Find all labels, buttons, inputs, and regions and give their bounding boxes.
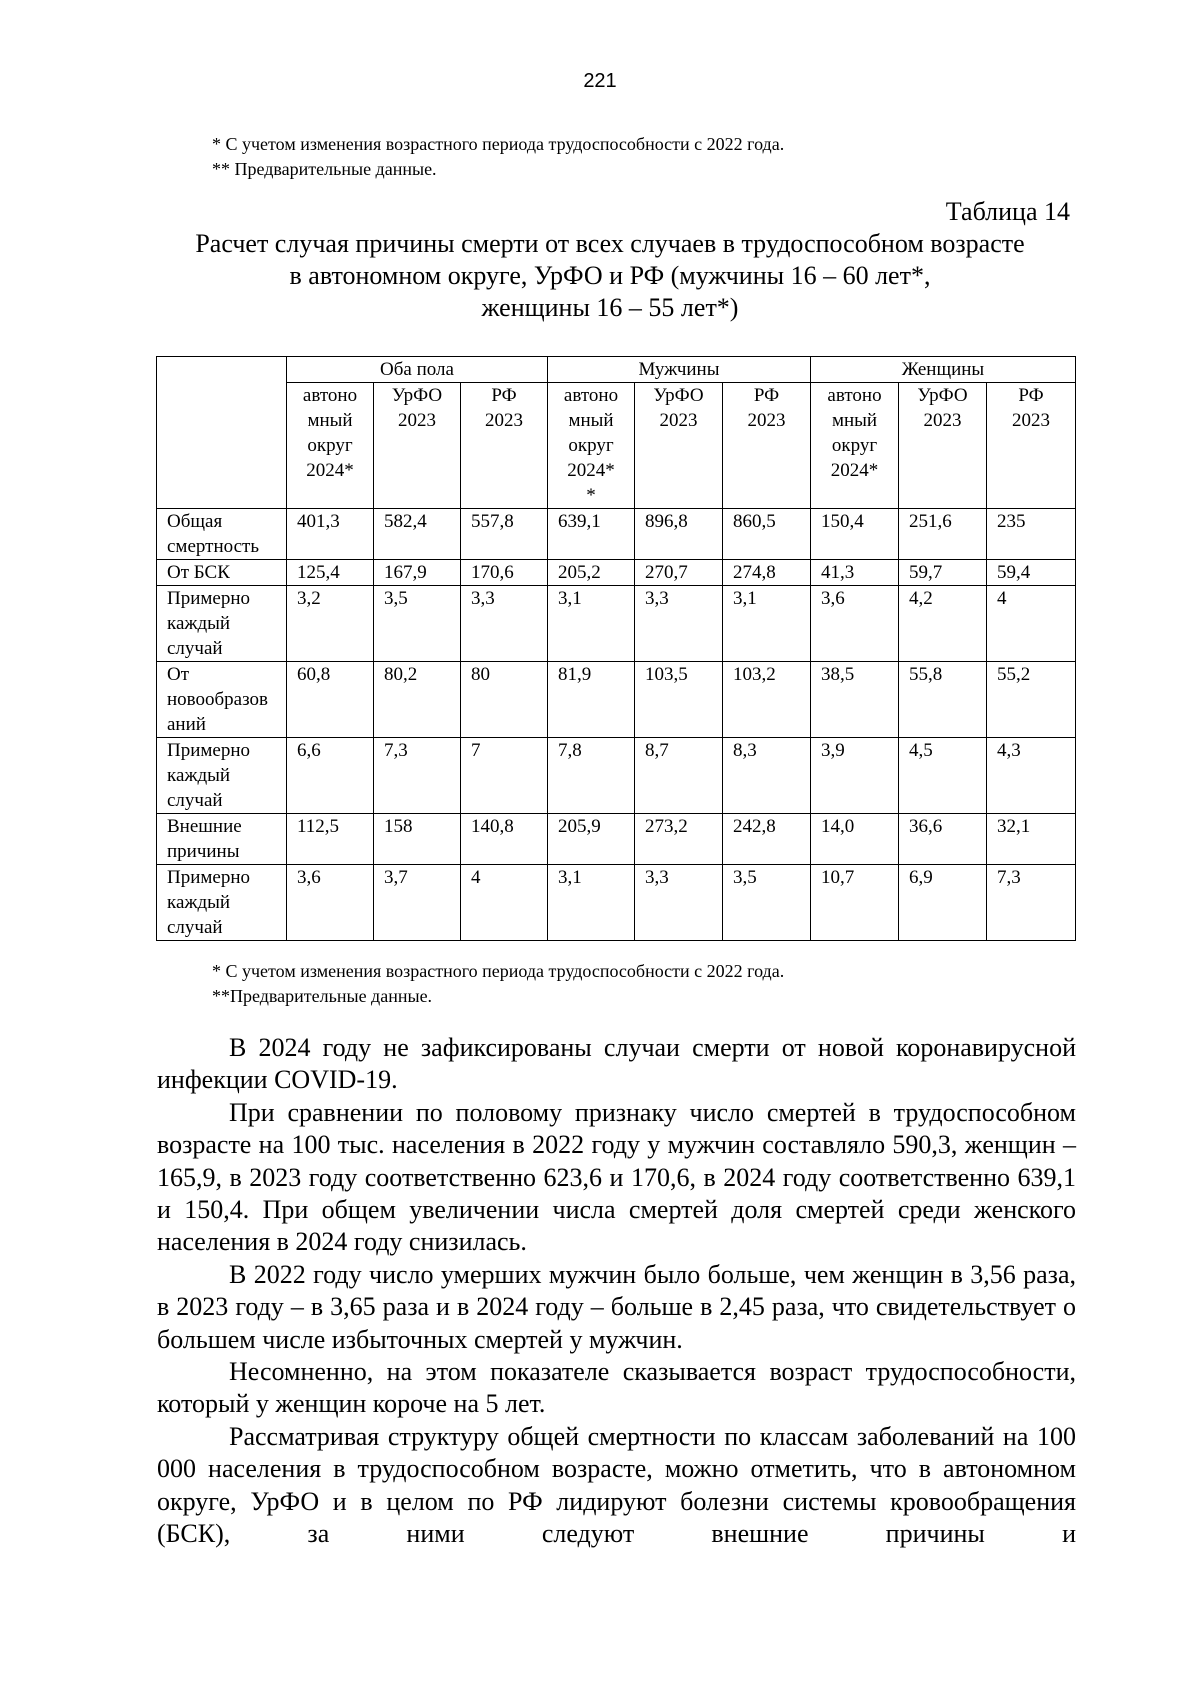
column-header-line: мный xyxy=(307,410,353,431)
table-cell: 32,1 xyxy=(987,814,1076,865)
table-cell: 557,8 xyxy=(461,509,548,560)
row-label-line: аний xyxy=(167,714,206,735)
bottom-footnote-1: * С учетом изменения возрастного периода трудоспособности с 2022 года. xyxy=(212,961,785,981)
column-header-line: округ xyxy=(307,435,353,456)
table-cell: 251,6 xyxy=(899,509,987,560)
table-cell: 7,3 xyxy=(987,865,1076,941)
column-header-line: УрФО xyxy=(391,385,443,406)
column-header-line: 2023 xyxy=(398,410,436,431)
page-number: 221 xyxy=(583,70,617,92)
table-cell: 36,6 xyxy=(899,814,987,865)
table-cell: 3,7 xyxy=(374,865,461,941)
table-cell: 4 xyxy=(987,586,1076,662)
row-label-line: смертность xyxy=(167,536,259,557)
table-cell: 150,4 xyxy=(811,509,899,560)
table-cell: 8,7 xyxy=(635,738,723,814)
row-label-line: Примерно xyxy=(167,740,251,761)
table-row xyxy=(157,560,1076,586)
table-cell: 80 xyxy=(461,662,548,738)
row-label xyxy=(157,738,287,814)
table-cell: 3,1 xyxy=(548,865,635,941)
row-label-line: новообразов xyxy=(167,689,268,710)
column-header-line: 2024* xyxy=(567,460,615,481)
table-title-line: женщины 16 – 55 лет*) xyxy=(481,293,739,322)
table-row xyxy=(157,738,1076,814)
mortality-table xyxy=(156,356,1076,941)
table-cell: 41,3 xyxy=(811,560,899,586)
column-header xyxy=(461,383,548,509)
row-header-corner xyxy=(157,357,287,509)
column-header-line: 2023 xyxy=(1012,410,1050,431)
column-header-line: 2024* xyxy=(306,460,354,481)
table-cell: 401,3 xyxy=(287,509,374,560)
column-header-line: * xyxy=(586,485,596,506)
table-cell: 4,5 xyxy=(899,738,987,814)
table-cell: 167,9 xyxy=(374,560,461,586)
table-cell: 242,8 xyxy=(723,814,811,865)
row-label-line: Общая xyxy=(167,511,223,532)
row-label-line: случай xyxy=(167,790,223,811)
table-cell: 205,2 xyxy=(548,560,635,586)
column-header-line: 2023 xyxy=(659,410,698,431)
table-cell: 112,5 xyxy=(287,814,374,865)
group-header-women: Женщины xyxy=(811,357,1076,383)
top-footnote-1: * С учетом изменения возрастного периода трудоспособности с 2022 года. xyxy=(212,134,785,154)
row-label xyxy=(157,509,287,560)
row-label xyxy=(157,560,287,586)
column-header xyxy=(635,383,723,509)
table-cell: 3,3 xyxy=(635,865,723,941)
table-cell: 4,2 xyxy=(899,586,987,662)
table-cell: 7 xyxy=(461,738,548,814)
row-label-line: От xyxy=(167,664,190,685)
table-cell: 3,6 xyxy=(287,865,374,941)
row-label xyxy=(157,865,287,941)
column-header-line: округ xyxy=(568,435,614,456)
column-header-line: УрФО xyxy=(917,385,968,406)
table-cell: 6,6 xyxy=(287,738,374,814)
row-label-line: причины xyxy=(167,841,240,862)
table-cell: 125,4 xyxy=(287,560,374,586)
row-label xyxy=(157,814,287,865)
table-row xyxy=(157,509,1076,560)
table-title xyxy=(150,228,1070,324)
table-cell: 10,7 xyxy=(811,865,899,941)
row-label-line: От БСК xyxy=(167,562,230,583)
table-cell: 170,6 xyxy=(461,560,548,586)
table-cell: 274,8 xyxy=(723,560,811,586)
table-cell: 4 xyxy=(461,865,548,941)
table-cell: 103,5 xyxy=(635,662,723,738)
column-header xyxy=(287,383,374,509)
table-cell: 3,5 xyxy=(374,586,461,662)
column-header-line: автоно xyxy=(302,385,358,406)
column-header-line: автоно xyxy=(827,385,882,406)
row-label-line: Внешние xyxy=(167,816,242,837)
table-title-line: Расчет случая причины смерти от всех случаев в трудоспособном возрасте xyxy=(195,229,1025,258)
column-header-line: округ xyxy=(831,435,878,456)
column-header-line: РФ xyxy=(491,385,517,406)
row-label-line: случай xyxy=(167,917,223,938)
table-cell: 3,9 xyxy=(811,738,899,814)
paragraph: В 2022 году число умерших мужчин было больше, чем женщин в 3,56 раза, в 2023 году – в 3,65 раза и в 2024 году – больше в 2,45 раза, что свидетельствует о большем числе избыточных смертей у мужчин. xyxy=(157,1259,1076,1354)
table-cell: 582,4 xyxy=(374,509,461,560)
column-header xyxy=(723,383,811,509)
column-header-line: 2024* xyxy=(830,460,879,481)
table-cell: 273,2 xyxy=(635,814,723,865)
column-header-line: мный xyxy=(831,410,878,431)
table-cell: 7,3 xyxy=(374,738,461,814)
row-label-line: каждый xyxy=(167,892,231,913)
table-cell: 205,9 xyxy=(548,814,635,865)
table-cell: 896,8 xyxy=(635,509,723,560)
table-cell: 3,1 xyxy=(548,586,635,662)
table-title-line: в автономном округе, УрФО и РФ (мужчины 16 – 60 лет*, xyxy=(289,261,931,290)
table-cell: 14,0 xyxy=(811,814,899,865)
table-cell: 6,9 xyxy=(899,865,987,941)
table-cell: 3,1 xyxy=(723,586,811,662)
column-header xyxy=(987,383,1076,509)
column-header xyxy=(374,383,461,509)
table-cell: 4,3 xyxy=(987,738,1076,814)
column-header-line: 2023 xyxy=(747,410,786,431)
group-header-both-sexes: Оба пола xyxy=(287,357,548,383)
table-cell: 103,2 xyxy=(723,662,811,738)
row-label-line: каждый xyxy=(167,765,231,786)
table-cell: 55,8 xyxy=(899,662,987,738)
column-header xyxy=(899,383,987,509)
row-label xyxy=(157,586,287,662)
column-header xyxy=(811,383,899,509)
row-label-line: случай xyxy=(167,638,223,659)
column-header-line: 2023 xyxy=(485,410,523,431)
table-cell: 60,8 xyxy=(287,662,374,738)
table-cell: 80,2 xyxy=(374,662,461,738)
table-cell: 140,8 xyxy=(461,814,548,865)
table-cell: 59,4 xyxy=(987,560,1076,586)
table-cell: 81,9 xyxy=(548,662,635,738)
column-header-line: УрФО xyxy=(653,385,704,406)
body-text xyxy=(157,1032,1076,1551)
bottom-footnote-2: **Предварительные данные. xyxy=(212,986,433,1006)
group-header-men: Мужчины xyxy=(548,357,811,383)
table-cell: 3,2 xyxy=(287,586,374,662)
column-header-line: автоно xyxy=(563,385,619,406)
paragraph: Рассматривая структуру общей смертности по классам заболеваний на 100 000 населения в трудоспособном возрасте, можно отметить, что в автономном округе, УрФО и в целом по РФ лидируют болезни системы кровообращения (БСК), за ними следуют внешние причины и xyxy=(157,1421,1076,1549)
row-label-line: каждый xyxy=(167,613,231,634)
table-cell: 3,3 xyxy=(635,586,723,662)
paragraph: В 2024 году не зафиксированы случаи смерти от новой коронавирусной инфекции COVID-19. xyxy=(157,1033,1076,1095)
table-row xyxy=(157,586,1076,662)
table-row xyxy=(157,662,1076,738)
table-cell: 3,6 xyxy=(811,586,899,662)
table-row xyxy=(157,865,1076,941)
column-header-line: РФ xyxy=(753,385,780,406)
column-header xyxy=(548,383,635,509)
table-label: Таблица 14 xyxy=(945,197,1070,226)
paragraph: При сравнении по половому признаку число смертей в трудоспособном возрасте на 100 тыс. населения в 2022 году у мужчин составляло 590,3, женщин – 165,9, в 2023 году соответственно 623,6 и 170,6, в 2024 году соответственно 639,1 и 150,4. При общем увеличении числа смертей доля смертей среди женского населения в 2024 году снизилась. xyxy=(157,1097,1076,1257)
table-cell: 55,2 xyxy=(987,662,1076,738)
table-cell: 59,7 xyxy=(899,560,987,586)
table-cell: 3,5 xyxy=(723,865,811,941)
top-footnote-2: ** Предварительные данные. xyxy=(212,159,437,179)
column-header-line: 2023 xyxy=(923,410,962,431)
table-cell: 3,3 xyxy=(461,586,548,662)
table-cell: 7,8 xyxy=(548,738,635,814)
table-cell: 270,7 xyxy=(635,560,723,586)
row-label-line: Примерно xyxy=(167,588,251,609)
table-cell: 860,5 xyxy=(723,509,811,560)
table-cell: 38,5 xyxy=(811,662,899,738)
table-row xyxy=(157,814,1076,865)
table-cell: 158 xyxy=(374,814,461,865)
column-header-line: мный xyxy=(568,410,614,431)
column-header-line: РФ xyxy=(1018,385,1044,406)
table-cell: 8,3 xyxy=(723,738,811,814)
row-label-line: Примерно xyxy=(167,867,251,888)
paragraph: Несомненно, на этом показателе сказывается возраст трудоспособности, который у женщин короче на 5 лет. xyxy=(157,1357,1076,1419)
table-cell: 235 xyxy=(987,509,1076,560)
table-cell: 639,1 xyxy=(548,509,635,560)
row-label xyxy=(157,662,287,738)
